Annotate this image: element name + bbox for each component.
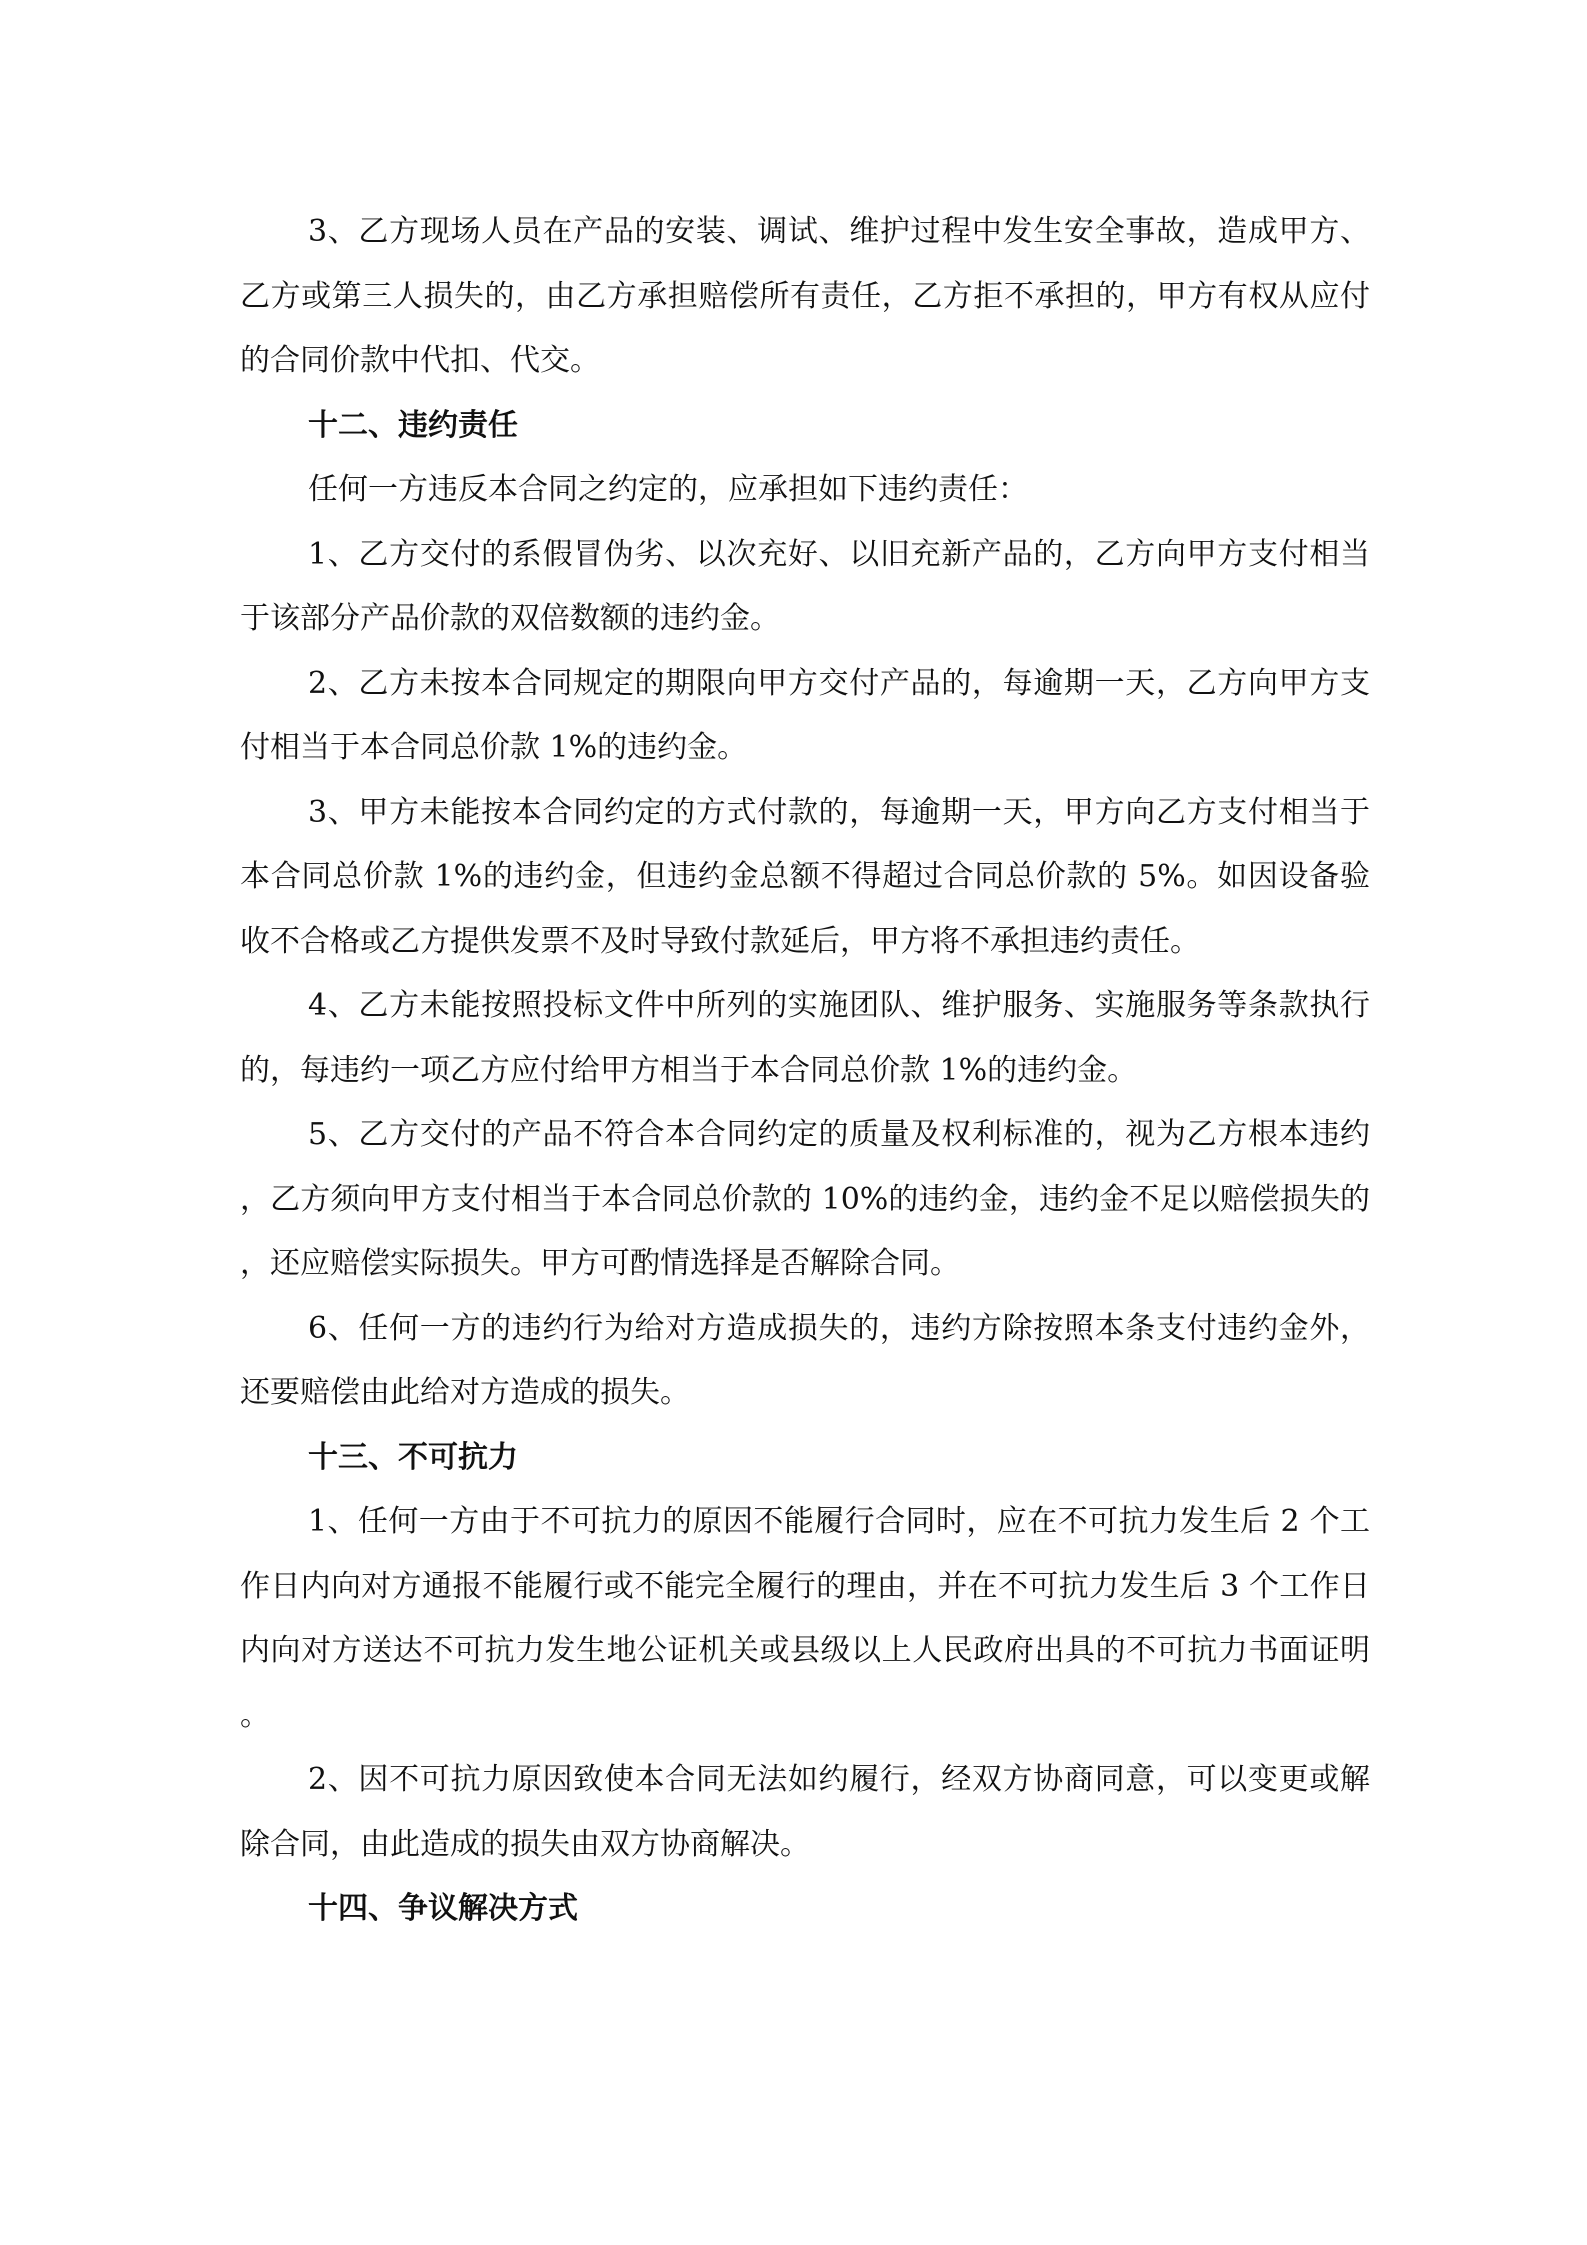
clause-12-3: 3、甲方未能按本合同约定的方式付款的，每逾期一天，甲方向乙方支付相当于本合同总价款 1%的违约金，但违约金总额不得超过合同总价款的 5%。如因设备验收不合格或乙方提供发票不及时导致付款延后，甲方将不承担违约责任。 bbox=[240, 794, 1370, 959]
clause-12-6: 6、任何一方的违约行为给对方造成损失的，违约方除按照本条支付违约金外，还要赔偿由此给对方造成的损失。 bbox=[240, 1310, 1370, 1410]
clause-13-2: 2、因不可抗力原因致使本合同无法如约履行，经双方协商同意，可以变更或解除合同，由此造成的损失由双方协商解决。 bbox=[240, 1762, 1370, 1862]
section-heading-12: 十二、违约责任 bbox=[308, 407, 518, 443]
clause-12-5: 5、乙方交付的产品不符合本合同约定的质量及权利标准的，视为乙方根本违约，乙方须向甲方支付相当于本合同总价款的 10%的违约金，违约金不足以赔偿损失的，还应赔偿实际损失。甲方可酌情选择是否解除合同。 bbox=[240, 1117, 1370, 1281]
clause-12-1: 1、乙方交付的系假冒伪劣、以次充好、以旧充新产品的，乙方向甲方支付相当于该部分产品价款的双倍数额的违约金。 bbox=[240, 536, 1370, 636]
clause-12-2: 2、乙方未按本合同规定的期限向甲方交付产品的，每逾期一天，乙方向甲方支付相当于本合同总价款 1%的违约金。 bbox=[240, 665, 1370, 765]
section-heading-13: 十三、不可抗力 bbox=[308, 1439, 518, 1475]
section-12-intro: 任何一方违反本合同之约定的，应承担如下违约责任： bbox=[308, 472, 1028, 507]
clause-11-3: 3、乙方现场人员在产品的安装、调试、维护过程中发生安全事故，造成甲方、乙方或第三人损失的，由乙方承担赔偿所有责任，乙方拒不承担的，甲方有权从应付的合同价款中代扣、代交。 bbox=[240, 214, 1370, 378]
clause-12-4: 4、乙方未能按照投标文件中所列的实施团队、维护服务、实施服务等条款执行的，每违约一项乙方应付给甲方相当于本合同总价款 1%的违约金。 bbox=[240, 988, 1370, 1088]
clause-13-1: 1、任何一方由于不可抗力的原因不能履行合同时，应在不可抗力发生后 2 个工作日内向对方通报不能履行或不能完全履行的理由，并在不可抗力发生后 3 个工作日内向对方送达不可抗力发生地公证机关或县级以上人民政府出具的不可抗力书面证明。 bbox=[240, 1504, 1370, 1733]
section-heading-14: 十四、争议解决方式 bbox=[308, 1891, 578, 1926]
document-body bbox=[240, 200, 1370, 1942]
